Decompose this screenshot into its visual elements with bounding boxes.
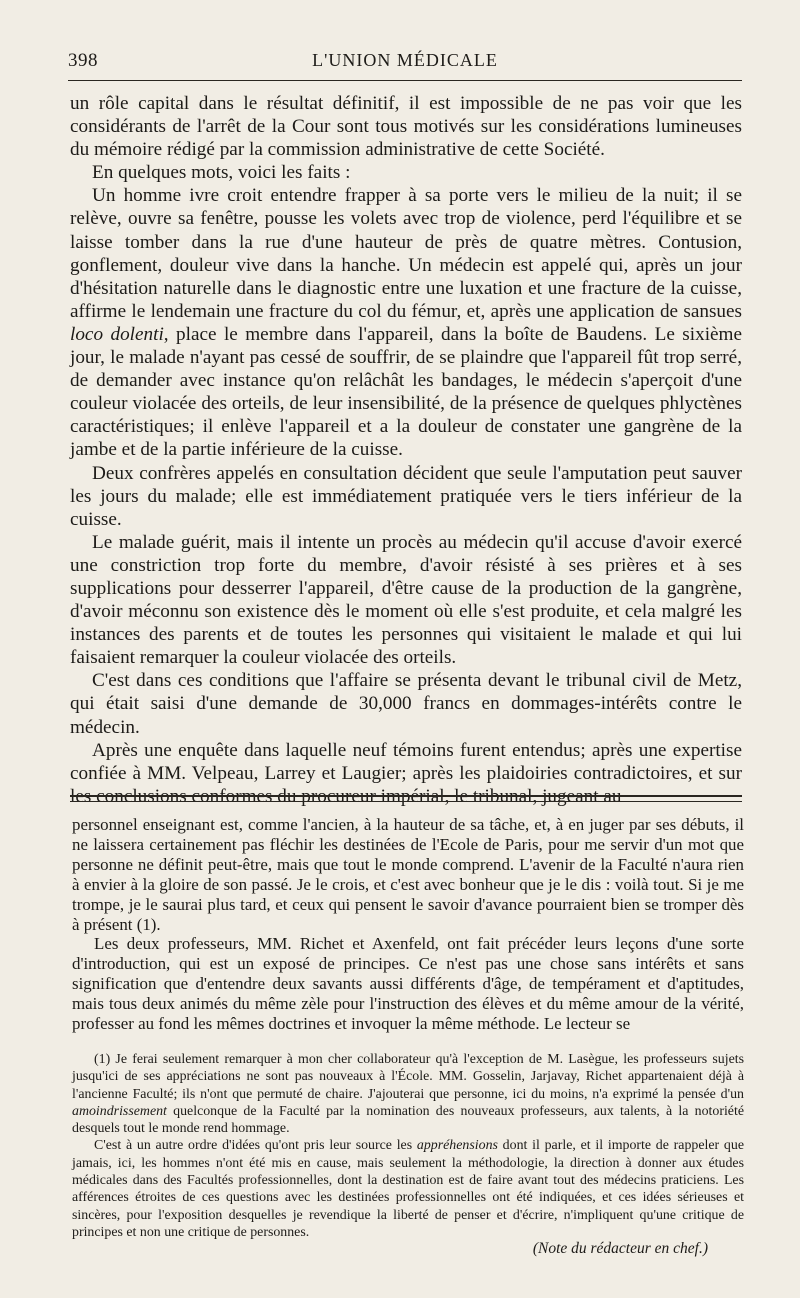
text-run: (1) Je ferai seulement remarquer à mon cher collaborateur qu'à l'exception de M. Lasègue, les professeurs sujets jusqu'ici de ses appréciations ne sont pas nouveaux à l'École. MM. Gosselin, Jarjavay, Richet appartenaient déjà à l'ancienne Faculté; ils n'ont que permuté de chaire. J'ajouterai que personne, ici du moins, n'a exprimé la pensée d'un — [72, 1052, 744, 1102]
paragraph: En quelques mots, voici les faits : — [92, 162, 351, 184]
page-header — [68, 46, 742, 76]
main-article — [70, 92, 742, 808]
header-rule — [68, 80, 742, 81]
footnote-signature: (Note du rédacteur en chef.) — [532, 1240, 708, 1257]
paragraph: Les deux professeurs, MM. Richet et Axenfeld, ont fait précéder leurs leçons d'une sorte d'introduction, qui est un exposé de principes. Ce n'est pas une chose sans intérêts et sans signification que d'entendre deux savants aussi différents d'âge, de tempérament et d'aptitudes, mais tous deux animés du même zèle pour l'instruction des élèves et du même amour de la vérité, professer au fond les mêmes doctrines et invoquer la même méthode. Le lecteur se — [72, 934, 744, 1034]
latin-phrase: loco dolenti — [70, 323, 164, 345]
paragraph: Après une enquête dans laquelle neuf témoins furent entendus; après une expertise confiée à MM. Velpeau, Larrey et Laugier; après les plaidoiries contradictoires, et sur les conclusions conformes du procureur impérial, le tribunal, jugeant au — [70, 739, 742, 807]
paragraph: Le malade guérit, mais il intente un procès au médecin qu'il accuse d'avoir exercé une constriction trop forte du membre, d'avoir résisté à ses prières et à ses supplications pour desserrer l'appareil, d'être cause de la production de la gangrène, d'avoir méconnu son existence dès le moment où elle s'est produite, et cela malgré les instances des parents et de toutes les personnes qui visitaient le malade et qui lui faisaient remarquer la couleur violacée des orteils. — [70, 531, 742, 669]
page-number: 398 — [68, 50, 98, 71]
text-run: C'est à un autre ordre d'idées qu'ont pris leur source les — [94, 1138, 417, 1154]
footnote-paragraph — [72, 1051, 744, 1137]
text-run: dont il parle, et il importe de rappeler que jamais, ici, les hommes n'ont été mis en cause, mais seulement la méthodologie, la direction à donner aux études médicales dans des Facultés professionnelles, dont la destination est de faire avant tout des médecins praticiens. Les afférences étroites de ces questions avec les destinées professionnelles ont été indiquées, et ces idées sérieuses et sincères, pour l'exposition desquelles je revendique la liberté de penser et d'écrire, n'impliquent qu'une critique de principes et non une critique de personnes. — [72, 1138, 744, 1240]
emphasis: amoindrissement — [72, 1103, 167, 1119]
emphasis: appréhensions — [416, 1138, 498, 1154]
paragraph: Deux confrères appelés en consultation décident que seule l'amputation peut sauver les jours du malade; elle est immédiatement pratiquée vers le tiers inférieur de la cuisse. — [70, 462, 742, 530]
text-run: , place le membre dans l'appareil, dans la boîte de Baudens. Le sixième jour, le malade n'ayant pas cessé de souffrir, de se plaindre que l'appareil fût trop serré, de demander avec instance qu'on relâchât les bandages, le médecin s'aperçoit d'une couleur violacée des orteils, de leur insensibilité, de la présence de quelques phlyctènes caractéristiques; il enlève l'appareil et a la douleur de constater une gangrène de la jambe et de la partie inférieure de la cuisse. — [70, 323, 742, 461]
paragraph: personnel enseignant est, comme l'ancien, à la hauteur de sa tâche, et, à en juger par ses débuts, il ne laissera certainement pas fléchir les destinées de l'Ecole de Paris, pour me servir d'un mot que personne ne définit peut-être, mais que tout le monde comprend. L'avenir de la Faculté n'aura rien à envier à la gloire de son passé. Je le crois, et c'est avec bonheur que je le dis : voilà tout. Si je me trompe, je le saurai plus tard, et ceux qui pensent le savoir d'avance pourraient bien se tromper dès à présent (1). — [72, 815, 744, 934]
paragraph — [70, 184, 742, 461]
feuilleton-separator — [70, 795, 742, 802]
paragraph: un rôle capital dans le résultat définitif, il est impossible de ne pas voir que les considérants de l'arrêt de la Cour sont tous motivés sur les considérations lumineuses du mémoire rédigé par la commission administrative de cette Société. — [70, 93, 742, 161]
text-run: Un homme ivre croit entendre frapper à sa porte vers le milieu de la nuit; il se relève, ouvre sa fenêtre, pousse les volets avec trop de violence, perd l'équilibre et se laisse tomber dans la rue d'une hauteur de près de quatre mètres. Contusion, gonflement, douleur vive dans la hanche. Un médecin est appelé qui, après un jour d'hésitation naturelle dans le diagnostic entre une luxation et une fracture de la cuisse, affirme le lendemain une fracture du col du fémur, et, après une application de sansues — [70, 185, 742, 322]
text-run: quelconque de la Faculté par la nomination des nouveaux professeurs, aux talents, à la notoriété desquels tout le monde rend hommage. — [72, 1103, 744, 1137]
footnote — [72, 1051, 744, 1241]
running-title: L'UNION MÉDICALE — [312, 50, 498, 70]
paragraph: C'est dans ces conditions que l'affaire se présenta devant le tribunal civil de Metz, qui était saisi d'une demande de 30,000 francs en dommages-intérêts contre le médecin. — [70, 670, 742, 738]
footnote-paragraph — [72, 1137, 744, 1241]
feuilleton-section — [72, 815, 744, 1034]
